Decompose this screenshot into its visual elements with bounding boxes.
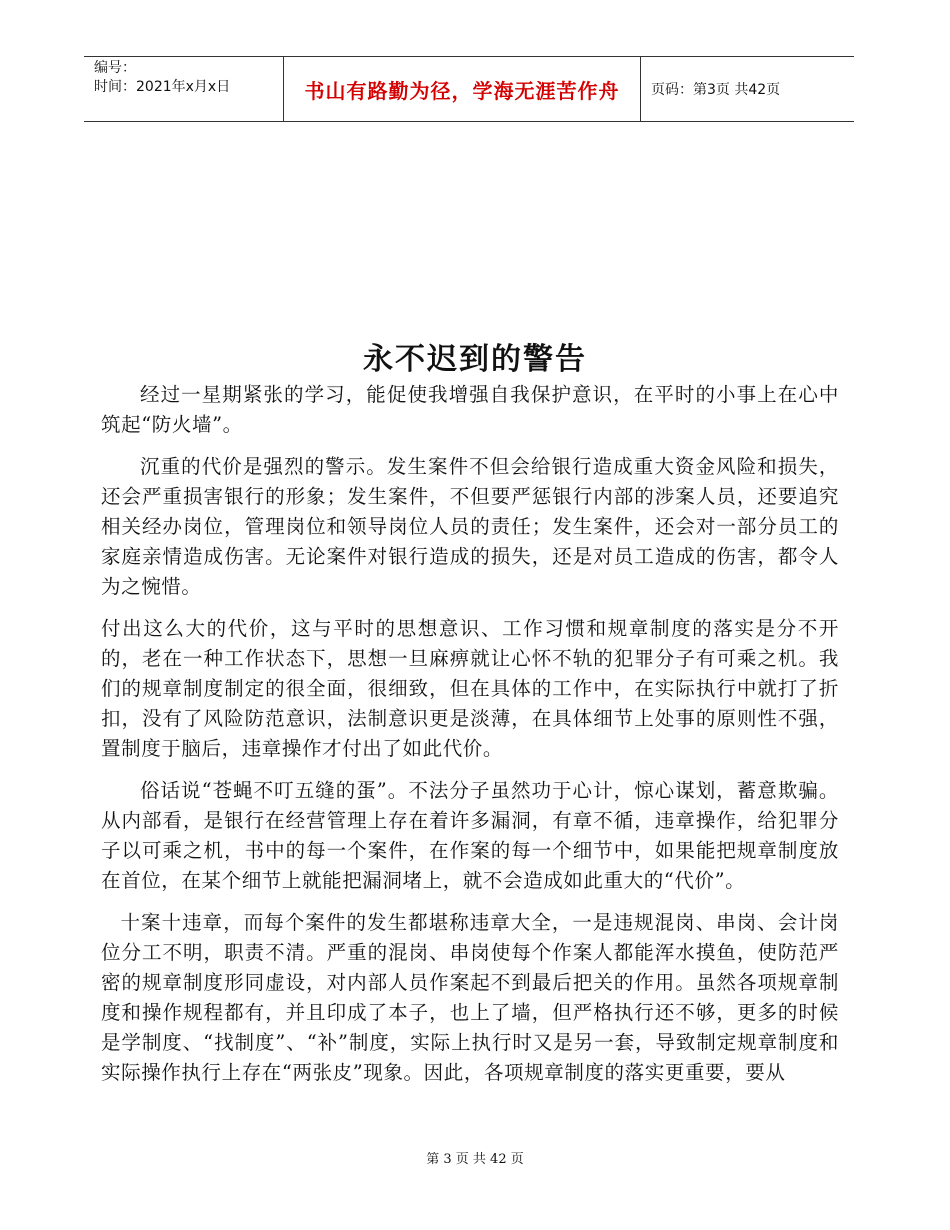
body-paragraph: 付出这么大的代价，这与平时的思想意识、工作习惯和规章制度的落实是分不开的，老在一种工作状态下，思想一旦麻痹就让心怀不轨的犯罪分子有可乘之机。我们的规章制度制定的很全面，很细致，但在具体的工作中，在实际执行中就打了折扣，没有了风险防范意识，法制意识更是淡薄，在具体细节上处事的原则性不强，置制度于脑后，违章操作才付出了如此代价。 [101,617,839,760]
body-paragraph: 俗话说“苍蝇不叮五缝的蛋”。不法分子虽然功于心计，惊心谋划，蓄意欺骗。从内部看，是银行在经营管理上存在着许多漏洞，有章不循，违章操作，给犯罪分子以可乘之机，书中的每一个案件，在作案的每一个细节中，如果能把规章制度放在首位，在某个细节上就能把漏洞堵上，就不会造成如此重大的“代价”。 [101,779,839,892]
document-time-label: 时间：2021年x月x日 [94,79,231,95]
header-meta [84,57,284,121]
body-paragraph: 经过一星期紧张的学习，能促使我增强自我保护意识，在平时的小事上在心中筑起“防火墙”。 [101,383,839,436]
document-body [101,380,839,1100]
document-number-label: 编号： [94,60,136,76]
page-header [84,56,854,122]
header-slogan: 书山有路勤为径，学海无涯苦作舟 [284,57,641,121]
header-page-info: 页码：第3页 共42页 [651,82,781,98]
body-paragraph: 沉重的代价是强烈的警示。发生案件不但会给银行造成重大资金风险和损失，还会严重损害银行的形象；发生案件，不但要严惩银行内部的涉案人员，还要追究相关经办岗位，管理岗位和领导岗位人员的责任；发生案件，还会对一部分员工的家庭亲情造成伤害。无论案件对银行造成的损失，还是对员工造成的伤害，都令人为之惋惜。 [101,455,839,598]
document-title: 永不迟到的警告 [363,342,587,377]
body-paragraph: 十案十违章，而每个案件的发生都堪称违章大全，一是违规混岗、串岗、会计岗位分工不明，职责不清。严重的混岗、串岗使每个作案人都能浑水摸鱼，使防范严密的规章制度形同虚设，对内部人员作案起不到最后把关的作用。虽然各项规章制度和操作规程都有，并且印成了本子，也上了墙，但严格执行还不够，更多的时候是学制度、“找制度”、“补”制度，实际上执行时又是另一套，导致制定规章制度和实际操作执行上存在“两张皮”现象。因此，各项规章制度的落实更重要，要从 [101,911,839,1084]
page-footer: 第 3 页 共 42 页 [426,1152,524,1167]
